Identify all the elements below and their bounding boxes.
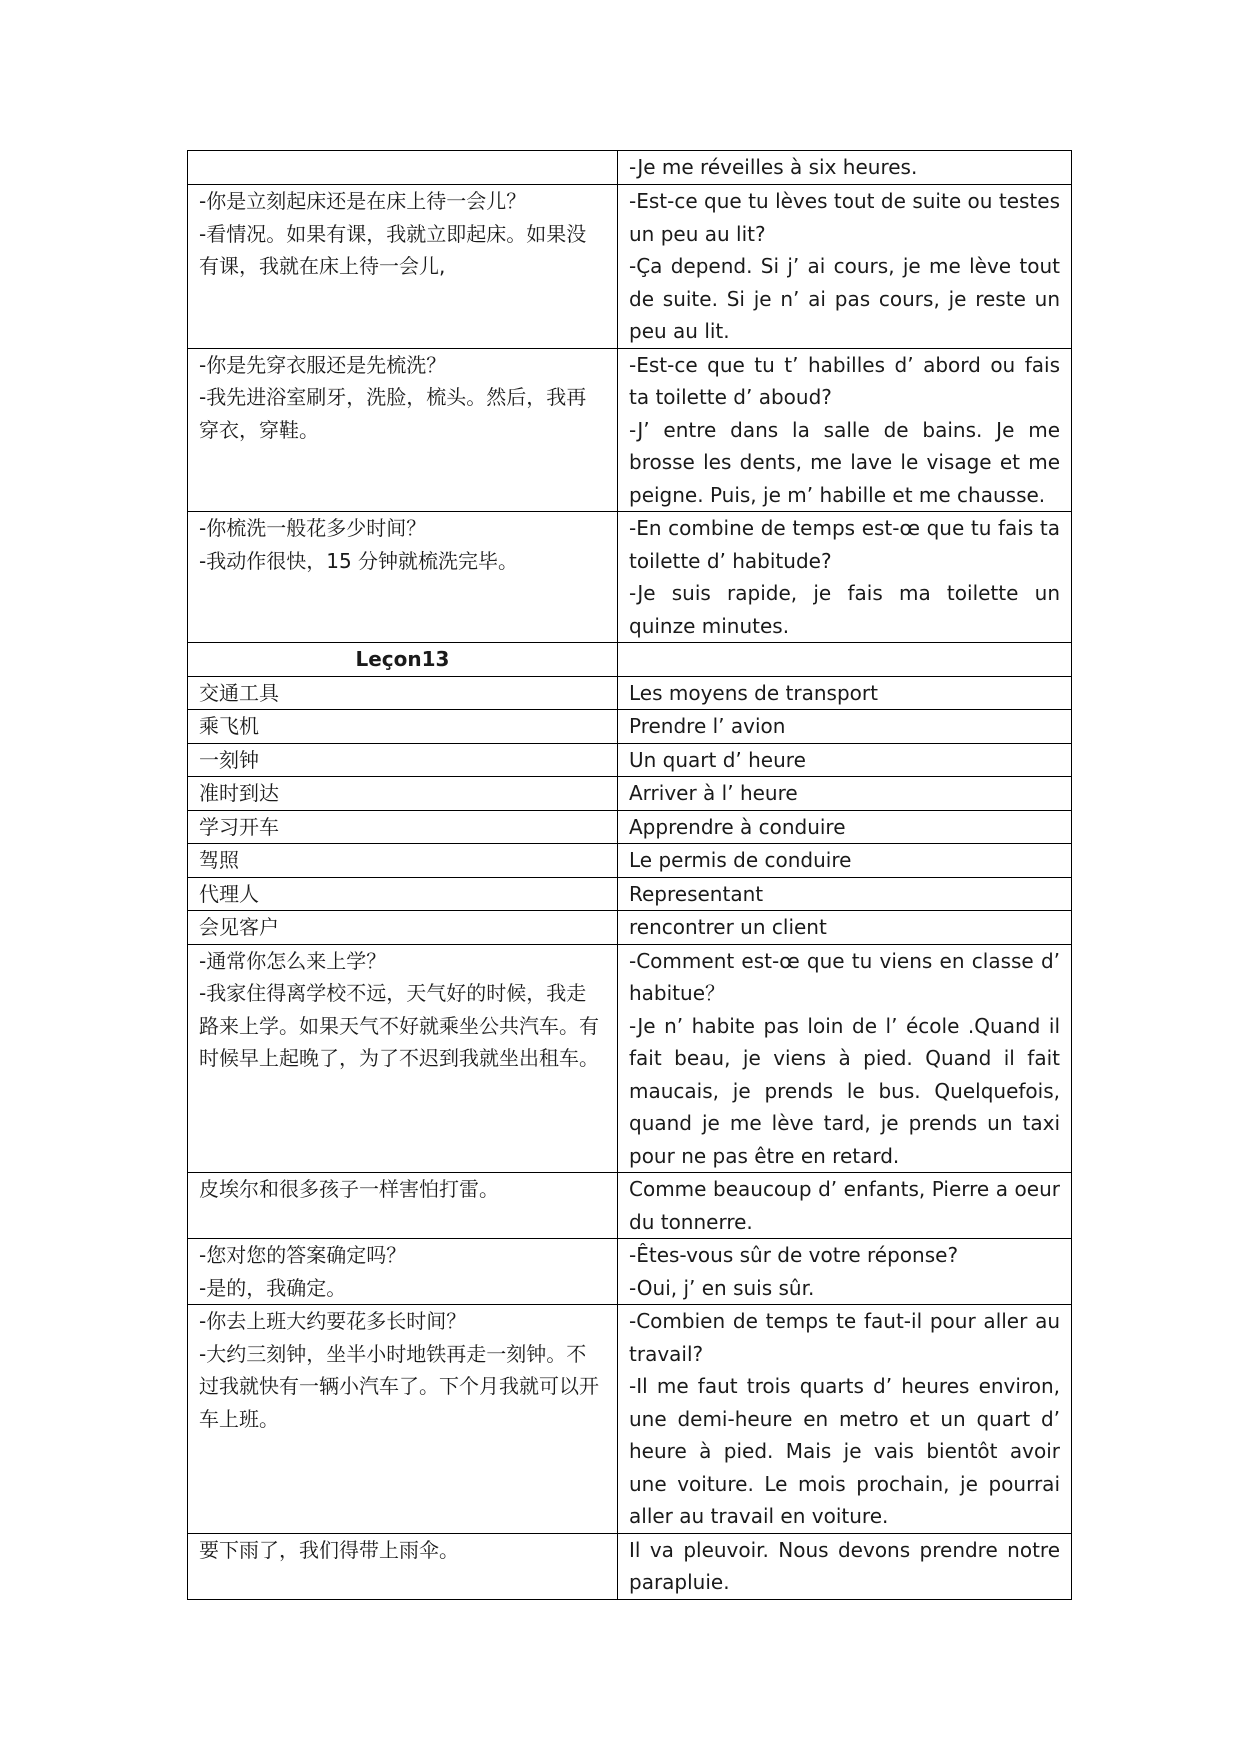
chinese-text: 代理人	[199, 881, 259, 906]
french-text: -Êtes-vous sûr de votre réponse?	[629, 1243, 959, 1267]
chinese-text: -我家住得离学校不远，天气好的时候，我走路来上学。如果天气不好就乘坐公共汽车。有时候早上起晚了，为了不迟到我就坐出租车。	[199, 981, 599, 1070]
table-row	[188, 810, 1072, 844]
chinese-text: 准时到达	[199, 781, 279, 805]
chinese-text: -你梳洗一般花多少时间？	[199, 516, 427, 540]
chinese-text: -我动作很快，15 分钟就梳洗完毕。	[199, 548, 519, 573]
chinese-text: -你是立刻起床还是在床上待一会儿？	[199, 189, 527, 213]
table-row	[188, 348, 1072, 512]
table-row	[188, 1305, 1072, 1534]
french-text: Les moyens de transport	[629, 680, 878, 705]
table-row	[188, 512, 1072, 643]
chinese-cell	[188, 810, 618, 844]
chinese-cell	[188, 1239, 618, 1305]
chinese-text: -您对您的答案确定吗？	[199, 1243, 407, 1267]
chinese-text: -通常你怎么来上学？	[199, 948, 387, 973]
french-text: Representant	[629, 881, 764, 906]
chinese-cell	[188, 643, 618, 677]
french-text: Arriver à l’ heure	[629, 781, 798, 805]
chinese-text: -看情况。如果有课，我就立即起床。如果没有课，我就在床上待一会儿,	[199, 221, 587, 278]
chinese-cell	[188, 151, 618, 185]
chinese-cell	[188, 185, 618, 349]
chinese-cell	[188, 676, 618, 710]
chinese-cell	[188, 1533, 618, 1599]
french-text: Le permis de conduire	[629, 848, 852, 872]
french-cell	[618, 1305, 1072, 1534]
chinese-text: -是的，我确定。	[199, 1275, 347, 1300]
table-row	[188, 185, 1072, 349]
table-row	[188, 743, 1072, 777]
table-row	[188, 710, 1072, 744]
chinese-text: -你是先穿衣服还是先梳洗？	[199, 352, 447, 377]
french-cell	[618, 348, 1072, 512]
vocabulary-table-body	[188, 151, 1072, 1600]
chinese-text: 驾照	[199, 848, 239, 872]
table-row	[188, 676, 1072, 710]
chinese-cell	[188, 512, 618, 643]
chinese-text: 皮埃尔和很多孩子一样害怕打雷。	[199, 1177, 499, 1201]
table-row	[188, 844, 1072, 878]
chinese-text: 一刻钟	[199, 747, 259, 772]
french-cell	[618, 151, 1072, 185]
vocabulary-table	[187, 150, 1072, 1600]
table-row	[188, 911, 1072, 945]
french-text: -Je suis rapide, je fais ma toilette un quinze minutes.	[629, 581, 1060, 638]
french-cell	[618, 1239, 1072, 1305]
french-cell	[618, 710, 1072, 744]
french-text: -Il me faut trois quarts d’ heures environ, une demi-heure en metro et un quart d’ heure à pied. Mais je vais bientôt avoir une voiture. Le mois prochain, je pourrai aller au travail en voiture.	[629, 1374, 1060, 1528]
chinese-text: 要下雨了，我们得带上雨伞。	[199, 1537, 459, 1562]
chinese-cell	[188, 710, 618, 744]
chinese-cell	[188, 877, 618, 911]
french-text: -Est-ce que tu t’ habilles d’ abord ou fais ta toilette d’ aboud?	[629, 352, 1060, 409]
french-text: -Oui, j’ en suis sûr.	[629, 1275, 815, 1300]
chinese-text: Leçon13	[355, 647, 450, 671]
lesson-heading-row	[188, 643, 1072, 677]
table-row	[188, 151, 1072, 185]
french-text: -Ça depend. Si j’ ai cours, je me lève tout de suite. Si je n’ ai pas cours, je reste un peu au lit.	[629, 254, 1060, 343]
french-cell	[618, 676, 1072, 710]
french-text: Comme beaucoup d’ enfants, Pierre a oeur du tonnerre.	[629, 1177, 1060, 1234]
table-row	[188, 1173, 1072, 1239]
chinese-cell	[188, 777, 618, 811]
french-text: -Je n’ habite pas loin de l’ école .Quand il fait beau, je viens à pied. Quand il fait maucais, je prends le bus. Quelquefois, quand je me lève tard, je prends un taxi pour ne pas être en retard.	[629, 1013, 1060, 1168]
chinese-cell	[188, 944, 618, 1173]
french-cell	[618, 944, 1072, 1173]
chinese-cell	[188, 844, 618, 878]
french-cell	[618, 643, 1072, 677]
table-row	[188, 1239, 1072, 1305]
chinese-text: 交通工具	[199, 680, 279, 705]
french-cell	[618, 512, 1072, 643]
french-text: -Combien de temps te faut-il pour aller au travail?	[629, 1309, 1060, 1366]
french-text: Il va pleuvoir. Nous devons prendre notre parapluie.	[629, 1537, 1060, 1594]
french-cell	[618, 743, 1072, 777]
table-row	[188, 777, 1072, 811]
chinese-text: -我先进浴室刷牙，洗脸，梳头。然后，我再穿衣，穿鞋。	[199, 385, 587, 442]
french-cell	[618, 1533, 1072, 1599]
french-text: -Comment est-œ que tu viens en classe d’ habitue？	[629, 948, 1060, 1005]
table-row	[188, 877, 1072, 911]
french-text: Apprendre à conduire	[629, 814, 846, 839]
french-cell	[618, 777, 1072, 811]
chinese-text: 乘飞机	[199, 714, 259, 738]
french-text: -Est-ce que tu lèves tout de suite ou testes un peu au lit?	[629, 189, 1060, 246]
chinese-cell	[188, 743, 618, 777]
chinese-cell	[188, 1173, 618, 1239]
chinese-text: -你去上班大约要花多长时间？	[199, 1309, 467, 1333]
french-text: -Je me réveilles à six heures.	[629, 155, 918, 179]
french-cell	[618, 844, 1072, 878]
chinese-cell	[188, 911, 618, 945]
chinese-text: -大约三刻钟，坐半小时地铁再走一刻钟。不过我就快有一辆小汽车了。下个月我就可以开车上班。	[199, 1341, 599, 1431]
french-cell	[618, 877, 1072, 911]
french-cell	[618, 810, 1072, 844]
chinese-cell	[188, 348, 618, 512]
french-cell	[618, 185, 1072, 349]
chinese-cell	[188, 1305, 618, 1534]
chinese-text: 会见客户	[199, 915, 279, 939]
table-row	[188, 944, 1072, 1173]
table-row	[188, 1533, 1072, 1599]
french-text: -En combine de temps est-œ que tu fais ta toilette d’ habitude?	[629, 516, 1060, 573]
french-text: Un quart d’ heure	[629, 747, 806, 772]
french-cell	[618, 911, 1072, 945]
french-text: rencontrer un client	[629, 915, 827, 939]
french-text: Prendre l’ avion	[629, 714, 786, 738]
french-cell	[618, 1173, 1072, 1239]
french-text: -J’ entre dans la salle de bains. Je me brosse les dents, me lave le visage et me peigne. Puis, je m’ habille et me chausse.	[629, 417, 1060, 507]
chinese-text: 学习开车	[199, 814, 279, 839]
